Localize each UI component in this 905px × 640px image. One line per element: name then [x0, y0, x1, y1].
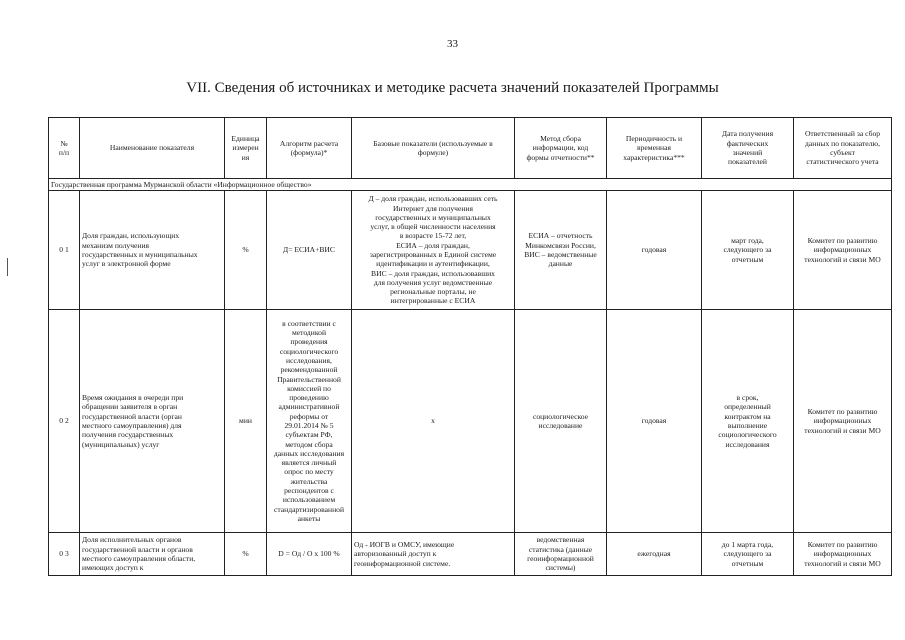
indicator-base: Од - ИОГВ и ОМСУ, имеющие авторизованный доступ к геоинформационной системе.: [352, 533, 515, 576]
column-header-method: Метод сбора информации, код формы отчетности**: [515, 118, 607, 179]
indicator-name: Доля граждан, использующих механизм получения государственных и муниципальных услуг в электронной форме: [80, 191, 225, 310]
table-header-row: [49, 118, 892, 179]
indicator-responsible: Комитет по развитию информационных технологий и связи МО: [794, 533, 892, 576]
page-number: 33: [447, 38, 458, 50]
column-header-name: Наименование показателя: [80, 118, 225, 179]
indicator-formula: D = Од / О х 100 %: [267, 533, 352, 576]
row-number: 0 3: [49, 533, 80, 576]
indicator-formula: в соответствии с методикой проведения социологического исследования, рекомендованной Правительственной комиссией по проведению административной реформы от 29.01.2014 № 5 субъектам РФ, методом сбора данных исследования является личный опрос по месту жительства респондентов с использованием стандартизированной анкеты: [267, 310, 352, 533]
column-header-formula: Алгоритм расчета (формула)*: [267, 118, 352, 179]
indicator-period: ежегодная: [607, 533, 702, 576]
table-row: [49, 191, 892, 310]
indicator-name: Время ожидания в очереди при обращении заявителя в орган государственной власти (орган местного самоуправления) для получения государственных (муниципальных) услуг: [80, 310, 225, 533]
indicator-date: март года, следующего за отчетным: [702, 191, 794, 310]
indicator-base: Д – доля граждан, использовавших сеть Интернет для получения государственных и муниципальных услуг, в общей численности населения в возрасте 15-72 лет, ЕСИА – доля граждан, зарегистрированных в Единой системе идентификации и аутентификации, ВИС – доля граждан, использовавших для получения услуг ведомственные региональные порталы, не интегрированные с ЕСИА: [352, 191, 515, 310]
table-row: [49, 310, 892, 533]
indicator-unit: %: [225, 191, 267, 310]
row-number: 0 1: [49, 191, 80, 310]
column-header-base: Базовые показатели (используемые в формуле): [352, 118, 515, 179]
indicator-method: ЕСИА – отчетность Минкомсвязи России, ВИС – ведомственные данные: [515, 191, 607, 310]
indicator-date: в срок, определенный контрактом на выполнение социологического исследования: [702, 310, 794, 533]
row-number: 0 2: [49, 310, 80, 533]
scan-edge-mark: [7, 258, 8, 276]
column-header-number: № п/п: [49, 118, 80, 179]
indicator-responsible: Комитет по развитию информационных технологий и связи МО: [794, 191, 892, 310]
indicator-period: годовая: [607, 310, 702, 533]
indicator-method: социологическое исследование: [515, 310, 607, 533]
section-row: [49, 179, 892, 191]
page-title: VII. Сведения об источниках и методике расчета значений показателей Программы: [186, 80, 719, 96]
table-row: [49, 533, 892, 576]
section-title: Государственная программа Мурманской области «Информационное общество»: [49, 179, 892, 191]
indicator-unit: %: [225, 533, 267, 576]
indicator-unit: мин: [225, 310, 267, 533]
indicator-method: ведомственная статистика (данные геоинформационной системы): [515, 533, 607, 576]
indicator-period: годовая: [607, 191, 702, 310]
column-header-period: Периодичность и временная характеристика***: [607, 118, 702, 179]
indicator-responsible: Комитет по развитию информационных технологий и связи МО: [794, 310, 892, 533]
indicator-date: до 1 марта года, следующего за отчетным: [702, 533, 794, 576]
indicator-base: х: [352, 310, 515, 533]
indicator-formula: Д= ЕСИА+ВИС: [267, 191, 352, 310]
column-header-responsible: Ответственный за сбор данных по показателю, субъект статистического учета: [794, 118, 892, 179]
indicators-table: [48, 117, 892, 576]
indicator-name: Доля исполнительных органов государственной власти и органов местного самоуправления области, имеющих доступ к: [80, 533, 225, 576]
column-header-date: Дата получения фактических значений показателей: [702, 118, 794, 179]
column-header-unit: Единица измерен ия: [225, 118, 267, 179]
